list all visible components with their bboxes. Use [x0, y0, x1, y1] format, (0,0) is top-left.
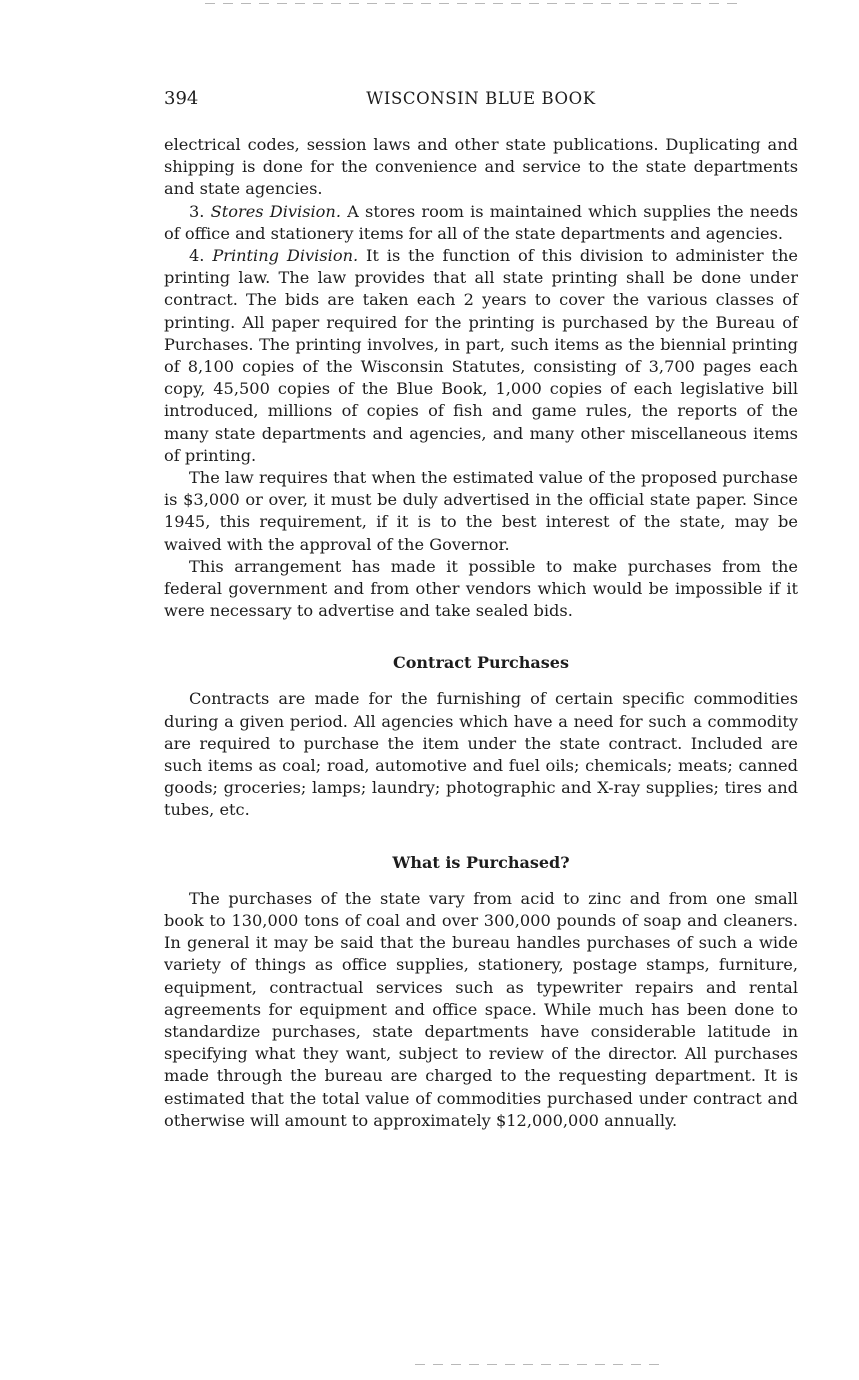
- item-text: A stores room is maintained which supplies the needs of office and stationery items for all of the state departments and agencies.: [164, 201, 798, 243]
- book-page: [164, 86, 798, 1132]
- paragraph-contract-purchases: Contracts are made for the furnishing of certain specific commodities during a given period. All agencies which have a need for such a commodity are required to purchase the item under the state contract. Included are such items as coal; road, automotive and fuel oils; chemicals; meats; canned goods; groceries; lamps; laundry; photographic and X-ray supplies; tires and tubes, etc.: [164, 689, 798, 820]
- paragraph-law-requirement: The law requires that when the estimated value of the proposed purchase is $3,000 or over, it must be duly advertised in the official state paper. Since 1945, this requirement, if it is to the best interest of the state, may be waived with the approval of the Governor.: [164, 468, 798, 554]
- item-title-printing-division: Printing Division.: [212, 246, 359, 266]
- item-text: It is the function of this division to administer the printing law. The law provides that all state printing shall be done under contract. The bids are taken each 2 years to cover the various classes of printing. All paper required for the printing is purchased by the Bureau of Purchases. The printing involves, in part, such items as the biennial printing of 8,100 copies of the Wisconsin Statutes, consisting of 3,700 pages each copy, 45,500 copies of the Blue Book, 1,000 copies of each legislative bill introduced, millions of copies of fish and game rules, the reports of the many state departments and agencies, and many other miscellaneous items of printing.: [164, 246, 798, 465]
- paragraph-stores-division: [164, 201, 798, 245]
- section-heading-what-is-purchased: What is Purchased?: [392, 852, 570, 872]
- item-title-stores-division: Stores Division.: [210, 201, 342, 221]
- page-body: [164, 134, 798, 1132]
- section-heading-contract-purchases: Contract Purchases: [393, 653, 569, 673]
- paragraph-what-is-purchased: The purchases of the state vary from acid to zinc and from one small book to 130,000 tons of coal and over 300,000 pounds of soap and cleaners. In general it may be said that the bureau handles purchases of such a wide variety of things as office supplies, stationery, postage stamps, furniture, equipment, contractual services such as typewriter repairs and rental agreements for equipment and office space. While much has been done to standardize purchases, state departments have considerable latitude in specifying what they want, subject to review of the director. All purchases made through the bureau are charged to the requesting department. It is estimated that the total value of commodities purchased under contract and otherwise will amount to approximately $12,000,000 annually.: [164, 888, 798, 1130]
- scan-artifact-top: [205, 3, 745, 4]
- scan-artifact-bottom: [415, 1364, 660, 1365]
- page-number: 394: [164, 88, 199, 109]
- item-number: 3.: [189, 201, 205, 221]
- page-header: [164, 86, 798, 112]
- paragraph-continued: electrical codes, session laws and other state publications. Duplicating and shipping is done for the convenience and service to the state departments and state agencies.: [164, 135, 798, 199]
- running-title: WISCONSIN BLUE BOOK: [366, 89, 596, 108]
- paragraph-arrangement: This arrangement has made it possible to make purchases from the federal government and from other vendors which would be impossible if it were necessary to advertise and take sealed bids.: [164, 556, 798, 621]
- paragraph-printing-division: [164, 245, 798, 467]
- item-number: 4.: [189, 246, 205, 266]
